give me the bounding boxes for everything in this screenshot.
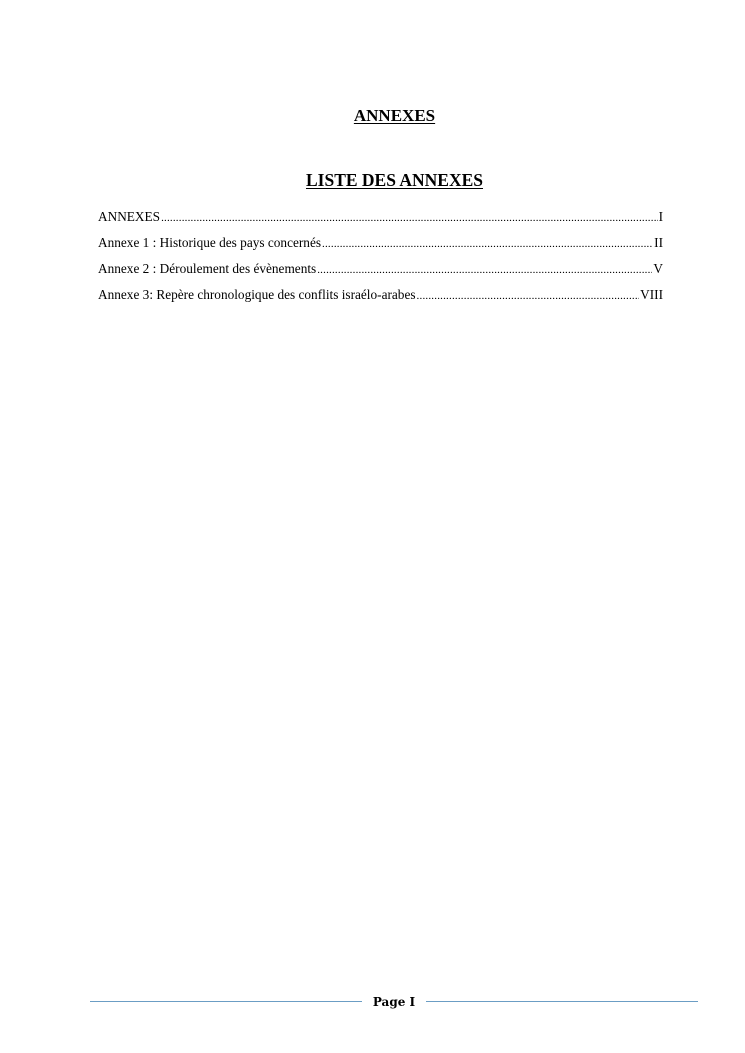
toc-entry-annexes[interactable] <box>98 204 663 230</box>
footer-rule-right <box>426 1001 698 1002</box>
toc-leader-dots <box>161 204 658 231</box>
toc-entry-annexe-3[interactable] <box>98 282 663 308</box>
list-title: LISTE DES ANNEXES <box>305 170 484 190</box>
toc-entry-label: Annexe 2 : Déroulement des évènements <box>98 261 317 276</box>
toc-entry-label: Annexe 1 : Historique des pays concernés <box>98 235 322 250</box>
table-of-contents <box>98 204 663 308</box>
toc-page-number: II <box>654 235 663 250</box>
footer-rule-left <box>90 1001 362 1002</box>
toc-page-number: I <box>658 209 663 224</box>
page-heading: ANNEXES <box>353 106 436 125</box>
toc-entry-label: Annexe 3: Repère chronologique des conflits israélo-arabes <box>98 287 416 302</box>
toc-page-number: VIII <box>640 287 663 302</box>
toc-entry-annexe-2[interactable] <box>98 256 663 282</box>
footer-page-number: Page I <box>372 995 416 1009</box>
page-footer <box>90 994 698 1010</box>
toc-leader-dots <box>317 256 652 283</box>
toc-leader-dots <box>417 282 640 309</box>
toc-entry-label: ANNEXES <box>98 209 161 224</box>
toc-leader-dots <box>322 230 653 257</box>
toc-entry-annexe-1[interactable] <box>98 230 663 256</box>
toc-page-number: V <box>653 261 663 276</box>
